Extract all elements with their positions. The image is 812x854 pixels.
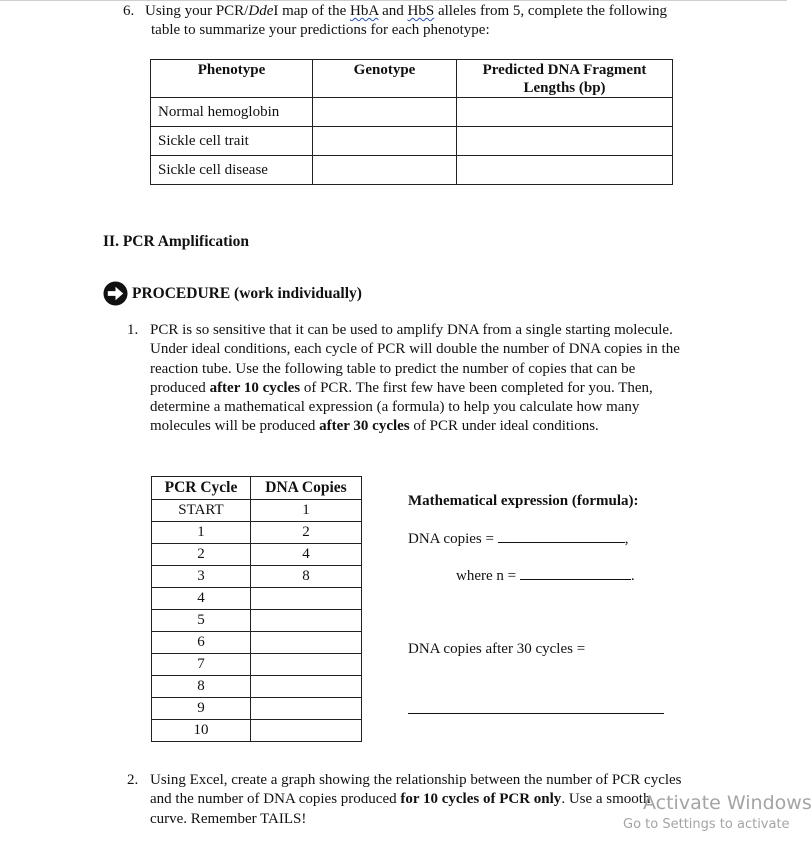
- procedure-label: PROCEDURE (work individually): [132, 284, 362, 302]
- table-row: [152, 720, 362, 742]
- step-1-bold-10-cycles: after 10 cycles: [209, 379, 301, 396]
- where-n-blank[interactable]: [520, 567, 631, 580]
- step-2-text: and the number of DNA copies produced: [150, 791, 401, 808]
- cycle-cell: START: [152, 500, 251, 522]
- q6-text-d: alleles from 5, complete the following: [434, 3, 668, 19]
- step-1-text: produced: [150, 379, 210, 396]
- q6-hba: HbA: [350, 3, 379, 19]
- step-1-text: molecules will be produced: [150, 418, 320, 435]
- phenotype-table-header-row: [151, 60, 673, 98]
- genotype-cell[interactable]: [313, 98, 457, 127]
- copies-cell: 8: [251, 566, 362, 588]
- copies-cell[interactable]: [251, 654, 362, 676]
- copies-cell[interactable]: [251, 720, 362, 742]
- formula-comma: ,: [624, 531, 629, 547]
- cycle-cell: 9: [152, 698, 251, 720]
- step-1-body: [150, 321, 730, 437]
- question-6-line-1: [145, 2, 745, 22]
- copies-cell: 1: [251, 500, 362, 522]
- header-pcr-cycle: PCR Cycle: [152, 477, 251, 500]
- right-arrow-circle-icon: [103, 281, 128, 306]
- step-1-line: [150, 417, 730, 436]
- header-predicted-line-1: Predicted DNA Fragment: [482, 62, 647, 78]
- formula-blank[interactable]: [498, 530, 625, 543]
- step-1-line: [150, 379, 730, 398]
- fragment-cell[interactable]: [457, 127, 673, 156]
- after-30-cycles-blank[interactable]: [408, 713, 664, 714]
- phenotype-cell: Sickle cell trait: [151, 127, 313, 156]
- page-top-border: [0, 0, 787, 1]
- table-row: [152, 522, 362, 544]
- copies-cell[interactable]: [251, 698, 362, 720]
- q6-text-a: Using your PCR/: [145, 3, 249, 19]
- step-1-line: determine a mathematical expression (a formula) to help you calculate how many: [150, 399, 640, 416]
- step-1-number: 1.: [127, 322, 139, 338]
- table-row: [151, 156, 673, 185]
- phenotype-table: [150, 59, 673, 185]
- q6-ddei: Dde: [248, 3, 274, 19]
- step-1-text: of PCR under ideal conditions.: [409, 418, 599, 435]
- step-2-line: Using Excel, create a graph showing the relationship between the number of PCR cycles: [150, 772, 682, 788]
- table-row: [152, 676, 362, 698]
- step-1-bold-30-cycles: after 30 cycles: [319, 418, 410, 435]
- cycle-cell: 3: [152, 566, 251, 588]
- q6-text-c: and: [378, 3, 408, 19]
- table-row: [152, 544, 362, 566]
- cycle-cell: 4: [152, 588, 251, 610]
- cycle-cell: 5: [152, 610, 251, 632]
- header-predicted-fragment: [457, 60, 673, 98]
- where-n-equation: [456, 567, 635, 585]
- q6-hbs: HbS: [407, 3, 435, 19]
- formula-title: Mathematical expression (formula):: [408, 493, 639, 509]
- activate-windows-watermark: Activate Windows: [643, 792, 812, 814]
- step-2-line: curve. Remember TAILS!: [150, 810, 307, 827]
- step-1-line: Under ideal conditions, each cycle of PCR will double the number of DNA copies in the: [150, 341, 680, 358]
- header-dna-copies: DNA Copies: [251, 477, 362, 500]
- table-row: [152, 566, 362, 588]
- question-6-line-2: table to summarize your predictions for each phenotype:: [151, 22, 490, 38]
- copies-cell[interactable]: [251, 632, 362, 654]
- genotype-cell[interactable]: [313, 127, 457, 156]
- phenotype-cell: Normal hemoglobin: [151, 98, 313, 127]
- copies-cell[interactable]: [251, 676, 362, 698]
- cycle-cell: 7: [152, 654, 251, 676]
- fragment-cell[interactable]: [457, 156, 673, 185]
- step-1-text: of PCR. The first few have been completed for you. Then,: [300, 379, 653, 396]
- cycle-cell: 8: [152, 676, 251, 698]
- table-row: [152, 610, 362, 632]
- procedure-heading: [103, 281, 362, 306]
- question-6-number: 6.: [123, 3, 135, 19]
- pcr-cycle-table: [151, 476, 362, 742]
- header-predicted-line-2: Lengths (bp): [523, 80, 606, 96]
- table-row: [152, 500, 362, 522]
- copies-cell: 4: [251, 544, 362, 566]
- step-2-bold-10-cycles: for 10 cycles of PCR only: [400, 791, 562, 808]
- fragment-cell[interactable]: [457, 98, 673, 127]
- step-1-line: PCR is so sensitive that it can be used to amplify DNA from a single starting molecule.: [150, 322, 673, 338]
- cycle-cell: 6: [152, 632, 251, 654]
- step-2-number: 2.: [127, 772, 139, 788]
- cycle-cell: 1: [152, 522, 251, 544]
- dna-copies-label: DNA copies =: [408, 531, 494, 547]
- where-n-label: where n =: [456, 568, 517, 584]
- header-phenotype: Phenotype: [151, 60, 313, 98]
- table-row: [152, 632, 362, 654]
- copies-cell: 2: [251, 522, 362, 544]
- table-row: [152, 654, 362, 676]
- step-2-text: . Use a smooth: [561, 791, 651, 808]
- genotype-cell[interactable]: [313, 156, 457, 185]
- table-row: [152, 698, 362, 720]
- where-period: .: [630, 568, 635, 584]
- header-genotype: Genotype: [313, 60, 457, 98]
- cycle-cell: 2: [152, 544, 251, 566]
- copies-cell[interactable]: [251, 610, 362, 632]
- section-title: II. PCR Amplification: [103, 233, 249, 250]
- table-row: [152, 588, 362, 610]
- phenotype-cell: Sickle cell disease: [151, 156, 313, 185]
- pcr-table-header-row: [152, 477, 362, 500]
- dna-copies-equation: [408, 530, 628, 548]
- after-30-cycles-label: DNA copies after 30 cycles =: [408, 641, 586, 657]
- table-row: [151, 127, 673, 156]
- activate-windows-subtext[interactable]: Go to Settings to activate: [623, 817, 790, 832]
- table-row: [151, 98, 673, 127]
- step-1-line: reaction tube. Use the following table to predict the number of copies that can be: [150, 360, 636, 377]
- cycle-cell: 10: [152, 720, 251, 742]
- q6-text-b: I map of the: [273, 3, 350, 19]
- copies-cell[interactable]: [251, 588, 362, 610]
